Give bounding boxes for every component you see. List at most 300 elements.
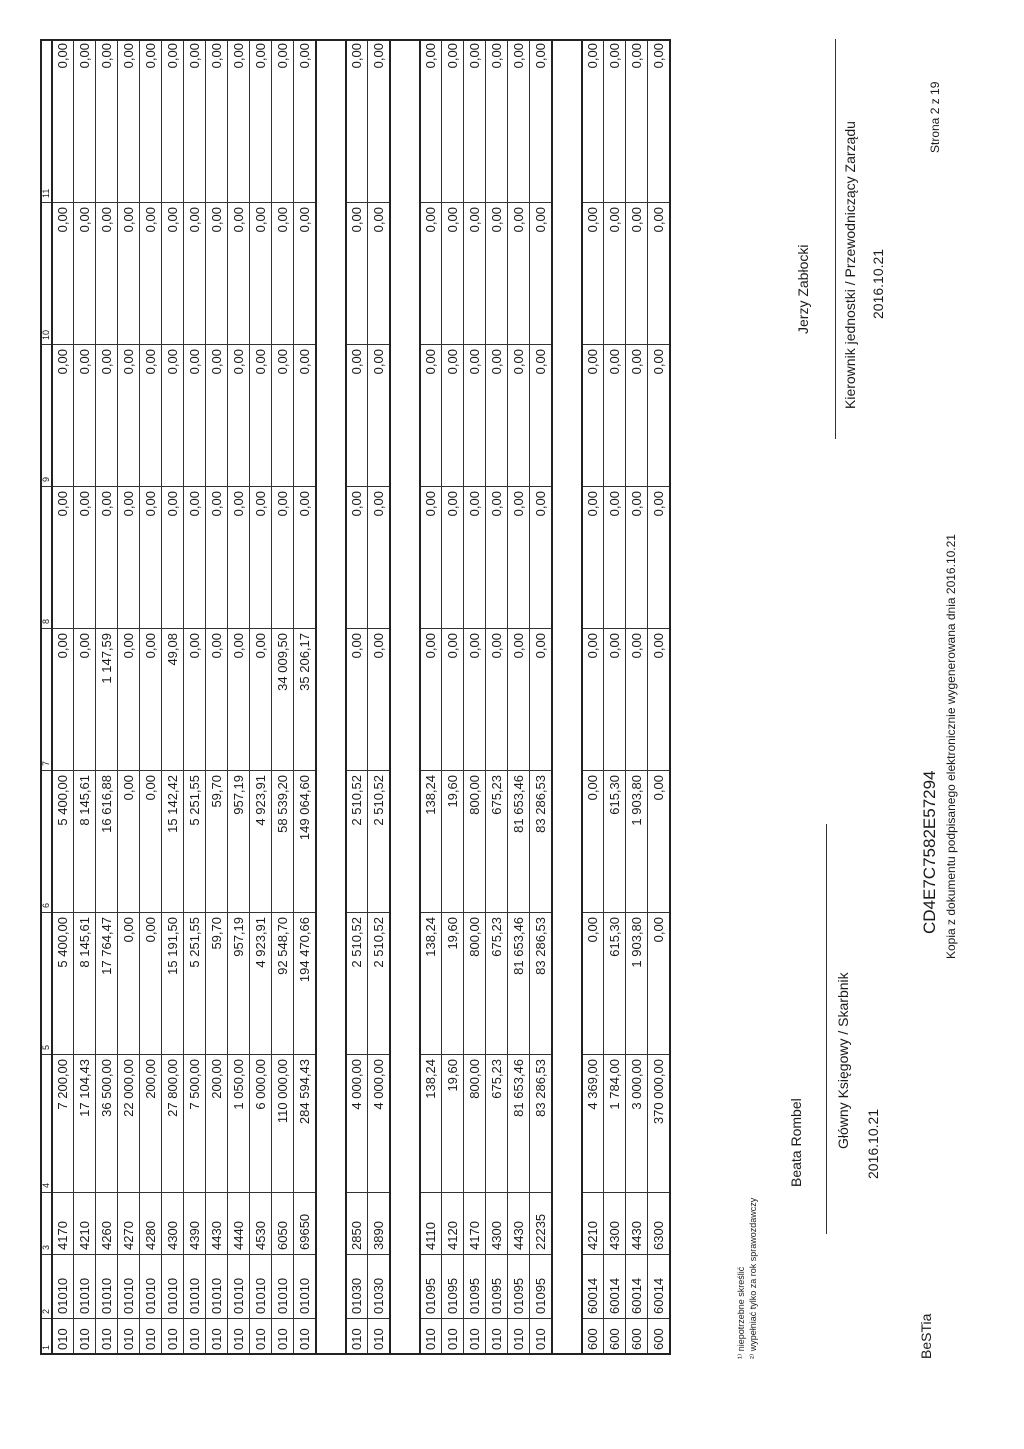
table-cell: 4440 (228, 1193, 250, 1255)
table-cell: 7 200,00 (52, 1055, 74, 1193)
table-cell: 0,00 (250, 39, 272, 203)
table-cell: 0,00 (74, 487, 96, 629)
table-cell: 010 (508, 1319, 530, 1355)
column-number: 11 (40, 39, 52, 203)
table-cell: 0,00 (206, 487, 228, 629)
table-cell: 0,00 (272, 487, 294, 629)
table-cell: 0,00 (582, 913, 604, 1055)
table-cell: 81 653,46 (508, 913, 530, 1055)
table-cell: 4210 (582, 1193, 604, 1255)
table-cell: 0,00 (604, 203, 626, 345)
table-cell: 0,00 (530, 345, 552, 487)
table-cell: 2 510,52 (368, 771, 390, 913)
table-cell: 5 251,55 (184, 771, 206, 913)
table-cell: 0,00 (420, 487, 442, 629)
table-cell: 0,00 (368, 629, 390, 771)
table-cell: 0,00 (52, 203, 74, 345)
table-cell: 010 (486, 1319, 508, 1355)
table-cell: 0,00 (228, 487, 250, 629)
column-number: 5 (40, 913, 52, 1055)
table-cell: 4170 (464, 1193, 486, 1255)
table-cell: 0,00 (582, 345, 604, 487)
table-cell: 0,00 (486, 203, 508, 345)
table-cell: 2 510,52 (368, 913, 390, 1055)
table-cell: 01010 (162, 1255, 184, 1319)
table-cell: 0,00 (420, 629, 442, 771)
table-cell: 010 (368, 1319, 390, 1355)
table-cell: 0,00 (648, 39, 670, 203)
table-cell: 5 251,55 (184, 913, 206, 1055)
table-cell: 16 616,88 (96, 771, 118, 913)
table-cell: 0,00 (140, 913, 162, 1055)
table-cell: 0,00 (604, 39, 626, 203)
table-cell: 1 784,00 (604, 1055, 626, 1193)
table-cell: 615,30 (604, 771, 626, 913)
table-cell: 010 (184, 1319, 206, 1355)
table-cell: 0,00 (96, 39, 118, 203)
table-cell: 83 286,53 (530, 913, 552, 1055)
table-cell: 0,00 (420, 203, 442, 345)
table-row (118, 39, 140, 1355)
table-cell: 34 009,50 (272, 629, 294, 771)
table-cell: 0,00 (346, 629, 368, 771)
table-cell: 83 286,53 (530, 771, 552, 913)
column-number: 6 (40, 771, 52, 913)
table-cell: 59,70 (206, 913, 228, 1055)
table-cell: 0,00 (626, 629, 648, 771)
table-cell: 0,00 (582, 487, 604, 629)
table-cell: 0,00 (206, 345, 228, 487)
table-cell: 0,00 (118, 629, 140, 771)
table-cell: 0,00 (162, 39, 184, 203)
table-cell: 0,00 (184, 629, 206, 771)
table-cell: 01010 (228, 1255, 250, 1319)
table-cell: 600 (604, 1319, 626, 1355)
table-cell: 284 594,43 (294, 1055, 316, 1193)
table-cell: 2850 (346, 1193, 368, 1255)
document-code: CD4E7C7582E57294 (920, 770, 939, 934)
table-cell: 010 (442, 1319, 464, 1355)
table-cell: 0,00 (626, 203, 648, 345)
table-cell: 0,00 (118, 345, 140, 487)
table-cell: 0,00 (464, 39, 486, 203)
table-cell: 0,00 (582, 39, 604, 203)
table-cell: 010 (140, 1319, 162, 1355)
table-cell: 800,00 (464, 771, 486, 913)
signature-left-name: Beata Rombel (788, 1098, 804, 1187)
table-cell: 0,00 (442, 487, 464, 629)
table-cell: 0,00 (140, 39, 162, 203)
table-cell: 0,00 (96, 487, 118, 629)
table-row (228, 39, 250, 1355)
table-cell: 0,00 (184, 487, 206, 629)
column-number: 3 (40, 1193, 52, 1255)
table-cell: 17 104,43 (74, 1055, 96, 1193)
signature-left-line (826, 824, 827, 1234)
table-cell: 0,00 (140, 771, 162, 913)
table-cell: 0,00 (294, 203, 316, 345)
table-cell: 600 (582, 1319, 604, 1355)
table-cell: 60014 (582, 1255, 604, 1319)
table-cell: 4270 (118, 1193, 140, 1255)
table-cell: 27 800,00 (162, 1055, 184, 1193)
table-cell: 4260 (96, 1193, 118, 1255)
table-cell: 4300 (162, 1193, 184, 1255)
group-separator (553, 39, 581, 1355)
table-cell: 0,00 (626, 487, 648, 629)
table-cell: 0,00 (508, 203, 530, 345)
table-cell: 0,00 (486, 487, 508, 629)
table-cell: 19,60 (442, 1055, 464, 1193)
copy-note: Kopia z dokumentu podpisanego elektronicznie wygenerowana dnia 2016.10.21 (944, 534, 958, 959)
table-cell: 0,00 (368, 203, 390, 345)
table-cell: 58 539,20 (272, 771, 294, 913)
budget-table (40, 39, 710, 1355)
table-cell: 0,00 (162, 345, 184, 487)
table-row (442, 39, 464, 1355)
table-cell: 0,00 (604, 629, 626, 771)
table-cell: 0,00 (118, 913, 140, 1055)
table-cell: 957,19 (228, 771, 250, 913)
table-cell: 0,00 (604, 487, 626, 629)
table-cell: 59,70 (206, 771, 228, 913)
table-cell: 010 (250, 1319, 272, 1355)
group-separator (391, 39, 419, 1355)
table-cell: 4300 (486, 1193, 508, 1255)
table-cell: 6 000,00 (250, 1055, 272, 1193)
table-cell: 010 (346, 1319, 368, 1355)
table-cell: 0,00 (52, 487, 74, 629)
table-cell: 0,00 (250, 629, 272, 771)
table-cell: 36 500,00 (96, 1055, 118, 1193)
table-cell: 0,00 (228, 39, 250, 203)
table-cell: 01095 (442, 1255, 464, 1319)
table-cell: 01030 (368, 1255, 390, 1319)
table-cell: 4120 (442, 1193, 464, 1255)
table-cell: 0,00 (250, 345, 272, 487)
table-cell: 0,00 (118, 39, 140, 203)
signature-right-role: Kierownik jednostki / Przewodniczący Zarządu (842, 121, 858, 409)
table-cell: 0,00 (294, 487, 316, 629)
table-cell: 0,00 (368, 39, 390, 203)
table-cell: 01010 (74, 1255, 96, 1319)
table-cell: 4430 (206, 1193, 228, 1255)
table-cell: 2 510,52 (346, 771, 368, 913)
table-cell: 19,60 (442, 913, 464, 1055)
table-cell: 0,00 (96, 203, 118, 345)
table-cell: 15 191,50 (162, 913, 184, 1055)
group-separator (317, 39, 345, 1355)
table-row (486, 39, 508, 1355)
table-row (140, 39, 162, 1355)
table-cell: 0,00 (346, 345, 368, 487)
table-row (346, 39, 368, 1355)
table-row (162, 39, 184, 1355)
table-cell: 2 510,52 (346, 913, 368, 1055)
table-cell: 0,00 (162, 487, 184, 629)
table-cell: 0,00 (368, 487, 390, 629)
table-cell: 3890 (368, 1193, 390, 1255)
table-cell: 81 653,46 (508, 1055, 530, 1193)
table-cell: 83 286,53 (530, 1055, 552, 1193)
table-cell: 0,00 (52, 629, 74, 771)
table-cell: 01010 (294, 1255, 316, 1319)
table-cell: 0,00 (604, 345, 626, 487)
table-cell: 0,00 (228, 629, 250, 771)
table-cell: 010 (118, 1319, 140, 1355)
table-cell: 0,00 (206, 39, 228, 203)
table-cell: 0,00 (96, 345, 118, 487)
table-cell: 01095 (508, 1255, 530, 1319)
table-cell: 0,00 (530, 629, 552, 771)
table-cell: 0,00 (648, 487, 670, 629)
table-cell: 138,24 (420, 1055, 442, 1193)
table-cell: 22 000,00 (118, 1055, 140, 1193)
table-cell: 0,00 (508, 39, 530, 203)
table-cell: 0,00 (184, 203, 206, 345)
table-cell: 0,00 (530, 203, 552, 345)
signature-left-date: 2016.10.21 (865, 1108, 881, 1179)
table-cell: 1 903,80 (626, 771, 648, 913)
table-cell: 0,00 (442, 629, 464, 771)
table-cell: 01030 (346, 1255, 368, 1319)
footnote-1: ¹⁾ niepotrzebne skreślić (736, 1266, 746, 1359)
table-cell: 0,00 (346, 203, 368, 345)
table-cell: 675,23 (486, 1055, 508, 1193)
table-cell: 0,00 (162, 203, 184, 345)
table-row (206, 39, 228, 1355)
table-cell: 0,00 (648, 771, 670, 913)
table-cell: 60014 (626, 1255, 648, 1319)
table-cell: 800,00 (464, 913, 486, 1055)
table-cell: 0,00 (648, 913, 670, 1055)
table-cell: 0,00 (648, 629, 670, 771)
table-cell: 69650 (294, 1193, 316, 1255)
table-cell: 0,00 (464, 629, 486, 771)
signature-right-date: 2016.10.21 (870, 248, 886, 319)
table-cell: 15 142,42 (162, 771, 184, 913)
table-cell: 0,00 (346, 39, 368, 203)
table-cell: 4110 (420, 1193, 442, 1255)
brand-label: BeSTia (918, 1313, 934, 1359)
table-cell: 0,00 (140, 629, 162, 771)
table-cell: 6300 (648, 1193, 670, 1255)
table-cell: 0,00 (346, 487, 368, 629)
footnote-2: ²⁾ wypełniać tylko za rok sprawozdawczy (748, 1197, 758, 1359)
table-cell: 4 923,91 (250, 771, 272, 913)
table-cell: 60014 (604, 1255, 626, 1319)
table-cell: 0,00 (464, 203, 486, 345)
table-cell: 138,24 (420, 771, 442, 913)
table-cell: 92 548,70 (272, 913, 294, 1055)
table-cell: 0,00 (582, 203, 604, 345)
total-row (294, 39, 316, 1355)
table-cell: 0,00 (228, 345, 250, 487)
table-cell: 4170 (52, 1193, 74, 1255)
table-cell: 0,00 (508, 629, 530, 771)
table-cell: 01010 (118, 1255, 140, 1319)
table-cell: 0,00 (206, 629, 228, 771)
table-cell: 370 000,00 (648, 1055, 670, 1193)
table-cell: 4530 (250, 1193, 272, 1255)
header-row (40, 39, 52, 1355)
table-cell: 0,00 (52, 39, 74, 203)
column-number: 1 (40, 1319, 52, 1355)
table-cell: 194 470,66 (294, 913, 316, 1055)
total-row (368, 39, 390, 1355)
table-cell: 0,00 (442, 345, 464, 487)
table-row (604, 39, 626, 1355)
table-cell: 4300 (604, 1193, 626, 1255)
signature-left-role: Główny Księgowy / Skarbnik (835, 972, 851, 1149)
table-cell: 138,24 (420, 913, 442, 1055)
table-cell: 0,00 (582, 629, 604, 771)
column-number: 7 (40, 629, 52, 771)
table-cell: 01010 (272, 1255, 294, 1319)
table-cell: 0,00 (184, 345, 206, 487)
table-cell: 5 400,00 (52, 913, 74, 1055)
table-cell: 0,00 (250, 203, 272, 345)
table-cell: 22235 (530, 1193, 552, 1255)
table-row (626, 39, 648, 1355)
table-cell: 0,00 (626, 39, 648, 203)
column-number: 4 (40, 1055, 52, 1193)
table-cell: 0,00 (442, 39, 464, 203)
table-cell: 0,00 (442, 203, 464, 345)
table-cell: 8 145,61 (74, 771, 96, 913)
table-cell: 010 (294, 1319, 316, 1355)
table-cell: 60014 (648, 1255, 670, 1319)
signature-right-name: Jerzy Zabłocki (795, 244, 811, 334)
table-cell: 0,00 (118, 203, 140, 345)
table-cell: 675,23 (486, 771, 508, 913)
table-cell: 010 (272, 1319, 294, 1355)
table-row (74, 39, 96, 1355)
table-cell: 0,00 (582, 771, 604, 913)
table-row (184, 39, 206, 1355)
table-cell: 0,00 (272, 39, 294, 203)
table-cell: 0,00 (464, 487, 486, 629)
table-cell: 35 206,17 (294, 629, 316, 771)
table-cell: 4430 (508, 1193, 530, 1255)
table-cell: 01010 (206, 1255, 228, 1319)
column-number: 10 (40, 203, 52, 345)
table-cell: 0,00 (52, 345, 74, 487)
table-cell: 0,00 (184, 39, 206, 203)
table-cell: 0,00 (140, 345, 162, 487)
table-cell: 0,00 (486, 345, 508, 487)
table-cell: 0,00 (140, 203, 162, 345)
column-number: 2 (40, 1255, 52, 1319)
table-cell: 01010 (52, 1255, 74, 1319)
table-cell: 149 064,60 (294, 771, 316, 913)
table-row (250, 39, 272, 1355)
table-cell: 600 (648, 1319, 670, 1355)
table-cell: 0,00 (368, 345, 390, 487)
table-cell: 5 400,00 (52, 771, 74, 913)
table-cell: 0,00 (486, 629, 508, 771)
table-row (582, 39, 604, 1355)
table-cell: 0,00 (74, 203, 96, 345)
table-cell: 4430 (626, 1193, 648, 1255)
table-cell: 0,00 (486, 39, 508, 203)
table-cell: 0,00 (228, 203, 250, 345)
table-row (96, 39, 118, 1355)
table-row (648, 39, 670, 1355)
table-row (272, 39, 294, 1355)
table-cell: 0,00 (420, 345, 442, 487)
signature-right-line (835, 39, 836, 439)
table-cell: 0,00 (626, 345, 648, 487)
table-cell: 0,00 (118, 771, 140, 913)
table-cell: 0,00 (294, 345, 316, 487)
table-cell: 17 764,47 (96, 913, 118, 1055)
table-cell: 4280 (140, 1193, 162, 1255)
table-cell: 200,00 (140, 1055, 162, 1193)
table-cell: 01095 (464, 1255, 486, 1319)
table-cell: 1 050,00 (228, 1055, 250, 1193)
table-cell: 4 923,91 (250, 913, 272, 1055)
table-cell: 0,00 (272, 203, 294, 345)
table-row (464, 39, 486, 1355)
table-cell: 0,00 (206, 203, 228, 345)
table-cell: 01095 (486, 1255, 508, 1319)
table-cell: 010 (96, 1319, 118, 1355)
table-cell: 6050 (272, 1193, 294, 1255)
table-cell: 0,00 (140, 487, 162, 629)
table-row (420, 39, 442, 1355)
page-number: Strona 2 z 19 (928, 81, 942, 153)
table-cell: 600 (626, 1319, 648, 1355)
column-number: 8 (40, 487, 52, 629)
table-cell: 4 369,00 (582, 1055, 604, 1193)
table-cell: 0,00 (420, 39, 442, 203)
table-cell: 010 (420, 1319, 442, 1355)
table-cell: 4 000,00 (368, 1055, 390, 1193)
table-cell: 0,00 (118, 487, 140, 629)
table-cell: 01010 (250, 1255, 272, 1319)
table-cell: 110 000,00 (272, 1055, 294, 1193)
table-cell: 010 (162, 1319, 184, 1355)
table-cell: 010 (206, 1319, 228, 1355)
table-cell: 0,00 (74, 39, 96, 203)
table-cell: 19,60 (442, 771, 464, 913)
table-cell: 0,00 (530, 487, 552, 629)
table-cell: 0,00 (74, 629, 96, 771)
table-cell: 957,19 (228, 913, 250, 1055)
table-cell: 010 (464, 1319, 486, 1355)
table-row (508, 39, 530, 1355)
table-cell: 0,00 (648, 345, 670, 487)
table-row (52, 39, 74, 1355)
table-cell: 0,00 (294, 39, 316, 203)
table-cell: 010 (530, 1319, 552, 1355)
table-cell: 675,23 (486, 913, 508, 1055)
table-cell: 0,00 (530, 39, 552, 203)
table-cell: 7 500,00 (184, 1055, 206, 1193)
table-cell: 4390 (184, 1193, 206, 1255)
table-cell: 615,30 (604, 913, 626, 1055)
table-cell: 1 903,80 (626, 913, 648, 1055)
table-cell: 01010 (184, 1255, 206, 1319)
table-cell: 0,00 (250, 487, 272, 629)
table-cell: 8 145,61 (74, 913, 96, 1055)
table-cell: 0,00 (464, 345, 486, 487)
table-cell: 010 (52, 1319, 74, 1355)
table-cell: 0,00 (508, 487, 530, 629)
table-cell: 01010 (140, 1255, 162, 1319)
table-cell: 0,00 (508, 345, 530, 487)
